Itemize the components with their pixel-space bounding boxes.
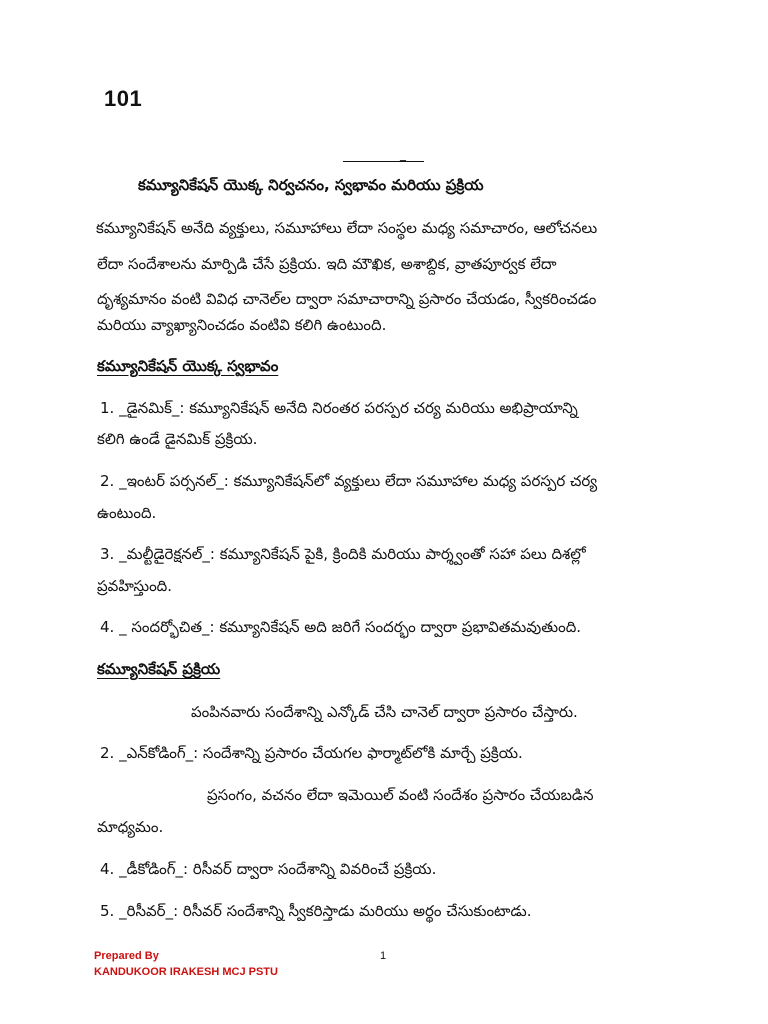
section-heading-nature: కమ్యూనికేషన్ యొక్క స్వభావం	[97, 357, 279, 375]
document-title: కమ్యూనికేషన్ యొక్క నిర్వచనం, స్వభావం మరియు ప్రక్రియ	[138, 176, 484, 194]
nature-item: 4. _ సందర్భోచిత_: కమ్యూనికేషన్ అది జరిగే సందర్భం ద్వారా ప్రభావితమవుతుంది.	[100, 618, 582, 636]
intro-line: లేదా సందేశాలను మార్పిడి చేసే ప్రక్రియ. ఇది మౌఖిక, అశాబ్దిక, వ్రాతపూర్వక లేదా	[97, 255, 557, 273]
page-number-heading: 101	[104, 86, 143, 111]
nature-item-continuation: ప్రవహిస్తుంది.	[97, 577, 173, 595]
intro-line: దృశ్యమానం వంటి వివిధ చానెల్‌ల ద్వారా సమాచారాన్ని ప్రసారం చేయడం, స్వీకరించడం	[97, 290, 597, 308]
process-line: 4. _డీకోడింగ్_: రిసీవర్ ద్వారా సందేశాన్ని వివరించే ప్రక్రియ.	[100, 860, 437, 878]
title-rule-mark: _	[400, 147, 406, 161]
nature-item-continuation: కలిగి ఉండే డైనమిక్ ప్రక్రియ.	[97, 430, 258, 448]
process-line: 2. _ఎన్‌కోడింగ్_: సందేశాన్ని ప్రసారం చేయగల ఫార్మాట్‌లోకి మార్చే ప్రక్రియ.	[100, 744, 523, 762]
footer-page-number: 1	[380, 950, 387, 962]
process-line-continuation: మాధ్యమం.	[97, 818, 164, 836]
section-heading-process: కమ్యూనికేషన్ ప్రక్రియ	[97, 660, 221, 678]
intro-line: కమ్యూనికేషన్ అనేది వ్యక్తులు, సమూహాలు లేదా సంస్థల మధ్య సమాచారం, ఆలోచనలు	[96, 219, 598, 237]
nature-item-continuation: ఉంటుంది.	[97, 504, 157, 522]
process-line: 5. _రిసీవర్_: రిసీవర్ సందేశాన్ని స్వీకరిస్తాడు మరియు అర్థం చేసుకుంటాడు.	[100, 902, 532, 920]
process-line: ప్రసంగం, వచనం లేదా ఇమెయిల్ వంటి సందేశం ప్రసారం చేయబడిన	[207, 786, 594, 804]
nature-item: 3. _మల్టీడైరెక్షనల్_: కమ్యూనికేషన్ పైకి, క్రిందికి మరియు పార్శ్వంతో సహా పలు దిశల్లో	[100, 545, 586, 563]
nature-item: 1. _డైనమిక్_: కమ్యూనికేషన్ అనేది నిరంతర పరస్పర చర్య మరియు అభిప్రాయాన్ని	[100, 399, 578, 417]
footer-author: KANDUKOOR IRAKESH MCJ PSTU	[94, 966, 278, 978]
nature-item: 2. _ఇంటర్ పర్సనల్_: కమ్యూనికేషన్‌లో వ్యక్తులు లేదా సమూహాల మధ్య పరస్పర చర్య	[100, 472, 598, 490]
footer-prepared-by: Prepared By	[94, 950, 159, 962]
intro-line: మరియు వ్యాఖ్యానించడం వంటివి కలిగి ఉంటుంది.	[97, 316, 387, 334]
title-rule	[343, 161, 424, 162]
process-line: పంపినవారు సందేశాన్ని ఎన్కోడ్ చేసి చానెల్ ద్వారా ప్రసారం చేస్తారు.	[191, 703, 578, 721]
